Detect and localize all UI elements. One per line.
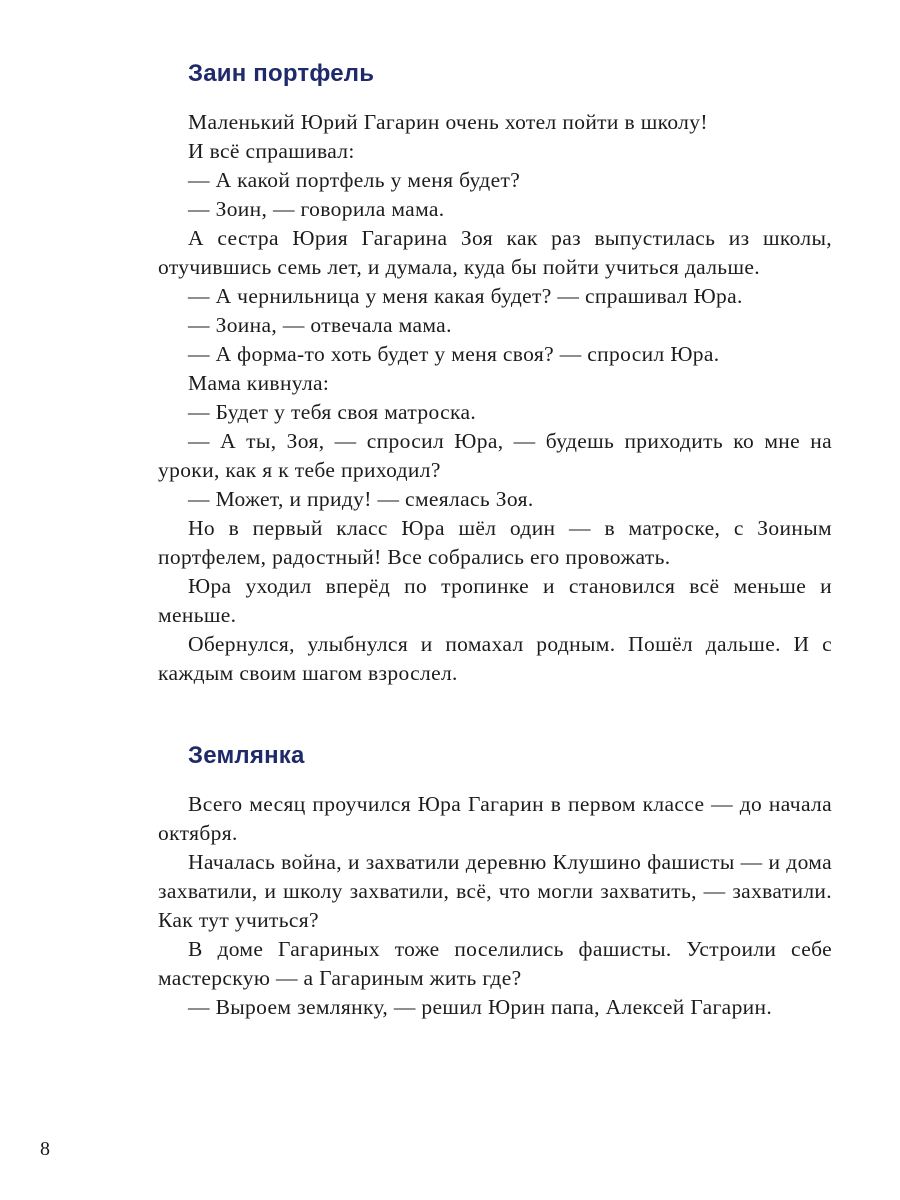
paragraph: Маленький Юрий Гагарин очень хотел пойти в школу!	[188, 110, 708, 134]
section-title-zemlyanka: Землянка	[188, 742, 305, 769]
paragraph: В доме Гагариных тоже поселились фашисты. Устроили себе мастерскую — а Гагариным жить где?	[158, 937, 832, 990]
section-body-zemlyanka	[158, 790, 832, 1022]
paragraph: — Зоин, — говорила мама.	[188, 197, 445, 221]
paragraph: — А чернильница у меня какая будет? — спрашивал Юра.	[188, 284, 743, 308]
page-content	[158, 58, 832, 1022]
paragraph: Юра уходил вперёд по тропинке и становился всё меньше и меньше.	[158, 574, 832, 627]
paragraph: Всего месяц проучился Юра Гагарин в первом классе — до начала октября.	[158, 792, 832, 845]
paragraph: — Будет у тебя своя матроска.	[188, 400, 477, 424]
paragraph: — Может, и приду! — смеялась Зоя.	[188, 487, 534, 511]
paragraph: А сестра Юрия Гагарина Зоя как раз выпустилась из школы, отучившись семь лет, и думала, куда бы пойти учиться дальше.	[158, 226, 832, 279]
paragraph: И всё спрашивал:	[188, 139, 355, 163]
paragraph: Но в первый класс Юра шёл один — в матроске, с Зоиным портфелем, радостный! Все собрались его провожать.	[158, 516, 832, 569]
paragraph: — А ты, Зоя, — спросил Юра, — будешь приходить ко мне на уроки, как я к тебе приходил?	[158, 429, 832, 482]
paragraph: Обернулся, улыбнулся и помахал родным. Пошёл дальше. И с каждым своим шагом взрослел.	[158, 632, 832, 685]
paragraph: Началась война, и захватили деревню Клушино фашисты — и дома захватили, и школу захватили, всё, что могли захватить, — захватили. Как тут учиться?	[158, 850, 832, 932]
paragraph: — Выроем землянку, — решил Юрин папа, Алексей Гагарин.	[188, 995, 773, 1019]
section-title-zoin-portfel: Заин портфель	[188, 60, 375, 87]
paragraph: — А форма-то хоть будет у меня своя? — спросил Юра.	[188, 342, 720, 366]
paragraph: Мама кивнула:	[188, 371, 330, 395]
page-number: 8	[40, 1138, 50, 1160]
section-body-zoin-portfel	[158, 108, 832, 688]
paragraph: — Зоина, — отвечала мама.	[188, 313, 452, 337]
paragraph: — А какой портфель у меня будет?	[188, 168, 521, 192]
